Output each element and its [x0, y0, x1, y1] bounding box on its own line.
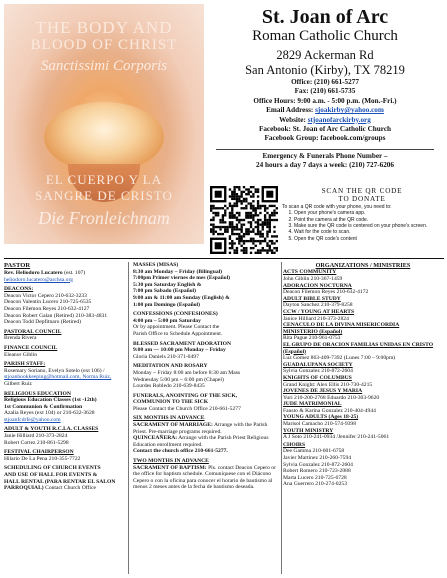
ministry-heading: JUDE MATRIMONIAL [283, 401, 342, 408]
mass-time: 1:00 pm Domingo (Español) [133, 301, 200, 308]
confessions-note: Or by appointment. Please Contact the [133, 324, 220, 331]
website [206, 116, 444, 125]
fax-number [206, 87, 444, 96]
parish-subtitle: Roman Catholic Church [252, 28, 398, 44]
quinceanera-contact: Contact the church office 210-661-5277. [133, 448, 228, 455]
finance-council-member: Eleanor Giblin [4, 351, 38, 358]
pastor-name-text: Rev. Heliodoro Lucatero [4, 270, 63, 276]
choirs-list [283, 448, 443, 488]
ministry-heading: JOVENES DE JESUS Y MARIA [283, 388, 363, 395]
donate-qr-code[interactable] [210, 186, 278, 254]
donate-step: 5. Open the QR code's content [294, 236, 442, 242]
mass-time: 7:00pm Primer viernes de mes (Español) [133, 275, 230, 282]
funerals-heading: FUNERALS, ANOINTING OF THE SICK, [133, 392, 238, 399]
choirs-heading: CHOIRS [283, 441, 306, 448]
ministry-heading: YOUTH MINISTRY [283, 427, 334, 434]
confessions-time: 4:00 pm – 5:00 pm Saturday [133, 317, 201, 324]
ministry-contact: Luz Gomez 863-409-7392 (Lunes 7:00 – 9:00pm) [283, 355, 396, 362]
donate-steps [282, 210, 442, 242]
choir-contact: Robert Romero 210-723-2088 [283, 468, 351, 475]
marriage-heading: SACRAMENT OF MARRIAGE: [133, 422, 213, 429]
hero-title-en-line1: THE BODY AND [35, 18, 173, 37]
marriage-block [133, 422, 277, 435]
choir-contact: Sylvia Gonzalez 210-872-2604 [283, 461, 353, 468]
deacon-item: Deacon Victor Cepero 210-632-3233 [4, 292, 87, 299]
ministry-contact: Marisol Camacho 210-574-9398 [283, 421, 357, 428]
ministry-heading: ACTS COMMUNITY [283, 269, 337, 276]
parish-staff-line: Rosemary Soriano, Evelyn Sotelo (ext 106) / [4, 367, 105, 374]
finance-council-heading: FINANCE COUNCIL [4, 344, 58, 351]
ministry-contact: Rita Pague 210-961-0753 [283, 335, 341, 342]
rcia-contact: Janie Hilliard 210-373-2824 [4, 433, 68, 440]
pastoral-council-heading: PASTORAL COUNCIL [4, 328, 62, 335]
two-months-heading: TWO MONTHS IN ADVANCE [133, 458, 209, 465]
festival-heading: FESTIVAL CHAIRPERSON [4, 449, 74, 456]
office-label: Office: [291, 78, 313, 86]
pastor-ext: (est. 107) [64, 270, 86, 276]
office-hours [206, 97, 444, 106]
donate-step: 3. Make sure the QR code is centered on your phone's screen. [294, 223, 442, 229]
donate-step: 2. Point the camera at the QR code. [294, 217, 442, 223]
ministry-contact: A J Soto 210-241-0934 /Jennifer 210-241-5061 [283, 434, 390, 441]
mass-time: 5:30 pm Saturday English & [133, 281, 202, 288]
deacon-item: Deacon Filemon Reyes 210-632-4127 [4, 305, 90, 312]
deacon-item: Deacon Robert Galan (Retired) 210-383-4831 [4, 312, 108, 319]
quinceanera-heading: QUINCEAÑERA: [133, 435, 178, 442]
ministries-title: ORGANIZATIONS / MINISTRIES [315, 262, 411, 269]
eucharist-host-glow [44, 102, 164, 172]
religious-ed-email[interactable]: stjoanfcdrfe@yahoo.com [4, 416, 61, 423]
scheduling-contact-text: Contact Church Office [45, 485, 96, 492]
adoration-heading: BLESSED SACRAMENT ADORATION [133, 340, 232, 347]
hero-script-en: Sanctissimi Corporis [40, 58, 168, 74]
religious-ed-sacraments: 1st Communion & Confirmation [4, 403, 83, 410]
ministry-contact: Deacon Filemon Reyes 210-632-4172 [283, 289, 369, 296]
donate-step: 4. Wait for the code to scan. [294, 229, 442, 235]
scheduling-heading-2: AND USE OF HALL FOR EVENTS & [4, 472, 98, 479]
hero-title-es-line2: SANGRE DE CRISTO [35, 188, 173, 203]
facebook [206, 125, 444, 134]
emergency-line1: Emergency & Funerals Phone Number – [262, 151, 388, 160]
hours-label: Office Hours: [253, 96, 296, 105]
masses-heading: MASSES (MISAS) [133, 262, 179, 268]
religious-ed-heading: RELIGIOUS EDUCATION [4, 390, 71, 397]
scheduling-contact [4, 485, 122, 492]
staff-email-link[interactable]: stjoanbookkeeping@hotmail.com, Norma Ruiz, [4, 374, 112, 381]
baptism-heading: SACRAMENT OF BAPTISM: [133, 464, 207, 471]
ministry-contact: Dayton Sanchez 210-379-8258 [283, 302, 353, 309]
ministry-heading: EL GRUPO DE ORACION FAMILIAS UNIDAS EN CRISTO (Español) [283, 341, 434, 355]
rosary-contact: Lourdes Robledo 210-639-8435 [133, 383, 205, 390]
ministries-column [283, 262, 443, 488]
rcia-heading: ADULT & YOUTH R.C.I.A. CLASSES [4, 426, 99, 433]
email-label: Email Address: [266, 106, 314, 115]
facebook-group [206, 134, 444, 143]
ministry-heading: CCW / YOUNG AT HEARTS [283, 308, 355, 315]
confessions-heading: CONFESSIONS (CONFESIONES) [133, 311, 218, 318]
parish-staff-line: Gilbert Ruiz [4, 380, 32, 387]
deacons-heading: DEACONS: [4, 286, 34, 293]
hero-script-es: Die Fronleichnam [38, 208, 170, 228]
funerals-contact: Please Contact the Church Office 210-661-5277 [133, 405, 241, 412]
deacon-item: Deacon Valentin Lucero 210-725-6535 [4, 299, 92, 306]
ministry-heading: CENACULO DE LA DIVINA MISERICORDIA [283, 322, 400, 329]
section-divider [4, 258, 444, 259]
address-line2: San Antonio (Kirby), TX 78219 [245, 63, 405, 77]
website-link[interactable]: stjoanofarckirby.org [307, 115, 371, 124]
emergency-line2: 24 hours a day 7 days a week: (210) 727-6206 [256, 161, 394, 170]
mass-time: 8:30 am Monday – Friday (Bilingual) [133, 268, 223, 275]
marriage-text: Arrange with the Parish Priest. Pre-marriage programs required. [133, 422, 268, 435]
funerals-heading-2: COMMUNION TO THE SICK [133, 399, 209, 406]
mass-time: 9:00 am & 11:00 am Sunday (English) & [133, 294, 230, 301]
choir-contact: Marta Lucero 210-725-6728 [283, 474, 347, 481]
ministry-heading: GUADALUPANA SOCIETY [283, 361, 353, 368]
ministry-contact: Yuri 210-200-2768 Eduardo 210-303-9620 [283, 394, 380, 401]
qr-code-icon [210, 186, 278, 254]
six-months-heading: SIX MONTHS IN ADVANCE [133, 415, 205, 422]
staff-column [4, 262, 122, 492]
parish-header [206, 4, 444, 170]
ministries-list [283, 269, 443, 440]
donate-step: 1. Open your phone's camera app. [294, 210, 442, 216]
group-label: Facebook Group: [264, 134, 319, 143]
ministry-contact: Fausto & Karina Gonzalez 210-404-4944 [283, 407, 376, 414]
donate-title-line1: SCAN THE QR CODE [321, 187, 403, 195]
donate-title-line2: TO DONATE [338, 195, 386, 203]
adoration-time: 9:00 am — 10:00 pm Monday – Friday [133, 347, 226, 354]
adoration-contact: Gloria Daniels 210-371-0497 [133, 353, 199, 360]
religious-ed-classes: Religious Education Classes (1st -12th) [4, 397, 97, 404]
religious-ed-contact: Azalia Reyes (ext 104) or 210-632-3628 [4, 410, 95, 417]
mass-time: 7:00 pm Sabado (Español) [133, 288, 196, 295]
ministry-heading: ADORACION NOCTURNA [283, 282, 352, 289]
ministry-heading: ADULT BIBLE STUDY [283, 295, 341, 302]
baptism-text: Pls. contact Deacon Cepero or the office for baptism schedule. Comuníquese con el Diácono Cepero o con la oficina para conocer el horario de bautismo al menos 2 meses antes de la fecha de bautismo deseada. [133, 464, 276, 491]
rosary-time: Monday ~ Friday 8:00 am before 8:30 am Mass [133, 369, 241, 376]
rcia-contact: Robert Cortez 210-861-5298 [4, 439, 69, 446]
sacraments-column [128, 262, 282, 574]
email-link[interactable]: sjoakirby@yahoo.com [315, 106, 384, 115]
ministry-heading: YOUNG ADULTS (Ages 18-25) [283, 414, 359, 421]
parish-staff-heading: PARISH STAFF: [4, 361, 46, 368]
address-line1: 2829 Ackerman Rd [276, 48, 374, 62]
choir-contact: Ana Guerrero 210-274-0253 [283, 481, 347, 488]
pastor-name [4, 270, 122, 277]
parish-staff-line [4, 374, 122, 381]
fax-label: Fax: [294, 87, 309, 96]
scheduling-heading: SCHEDULING OF CHURCH EVENTS [4, 465, 101, 472]
website-label: Website: [279, 115, 306, 124]
baptism-block [133, 465, 277, 491]
pastor-email[interactable]: heliodoro.lucatero@archsa.org [4, 276, 74, 283]
scheduling-heading-4: PARROQUIAL) [4, 485, 44, 492]
hours-value: 9:00 a.m. - 5:00 p.m. (Mon.-Fri.) [297, 96, 397, 105]
rosary-heading: MEDITATION AND ROSARY [133, 363, 208, 370]
ministry-contact: John Giblin 210-367-1459 [283, 276, 343, 282]
ministry-contact: Sylvia Gonzalez 210-872-2604 [283, 368, 353, 375]
quinceanera-text: Arrange with the Parish Priest Religious Education enrollment required. [133, 435, 269, 448]
rosary-time: Wednesday 5:00 pm ~ 6:00 pm (Chapel) [133, 376, 224, 383]
hero-title-es-line1: EL CUERPO Y LA [45, 172, 163, 187]
donate-description: To scan a QR code with your phone, you need to: [282, 204, 392, 210]
office-value: (210) 661-5277 [314, 78, 359, 86]
confessions-note: Parish Office to Schedule Appointment. [133, 330, 223, 337]
group-value: facebook.com/groups [320, 134, 386, 143]
facebook-label: Facebook: [258, 125, 291, 134]
ministry-heading: MINISTERIO (Español) [283, 328, 343, 335]
ministry-contact: Grand Knight: Alex Ellis 210-730-4215 [283, 381, 373, 388]
ministry-heading: KNIGHTS OF COLUMBUS [283, 374, 352, 381]
hero-title-en-line2: BLOOD OF CHRIST [30, 37, 178, 53]
pastoral-council-member: Brenda Rivera [4, 335, 37, 342]
donate-instructions [282, 187, 442, 242]
quinceanera-block [133, 435, 277, 448]
deacon-item: Deacon Todd Depfitnaro (Retired) [4, 319, 82, 326]
choir-contact: Dee Gamma 210-601-6758 [283, 448, 345, 455]
choir-contact: Javier Martinez 210-260-7594 [283, 455, 352, 462]
email-address [206, 106, 444, 115]
office-phone [206, 78, 444, 87]
festival-contact: Hilario De La Pena 210-355-7722 [4, 455, 81, 462]
facebook-value: St. Joan of Arc Catholic Church [292, 125, 392, 134]
parish-title: St. Joan of Arc [261, 6, 389, 28]
scheduling-heading-3: HALL RENTAL (PARA RENTAR EL SALON [4, 478, 116, 485]
hero-image [4, 4, 204, 244]
fax-value: (210) 661-5735 [310, 87, 356, 96]
pastor-heading: PASTOR [4, 262, 31, 269]
ministry-contact: Janice Hilliard 210-373-2824 [283, 315, 349, 322]
